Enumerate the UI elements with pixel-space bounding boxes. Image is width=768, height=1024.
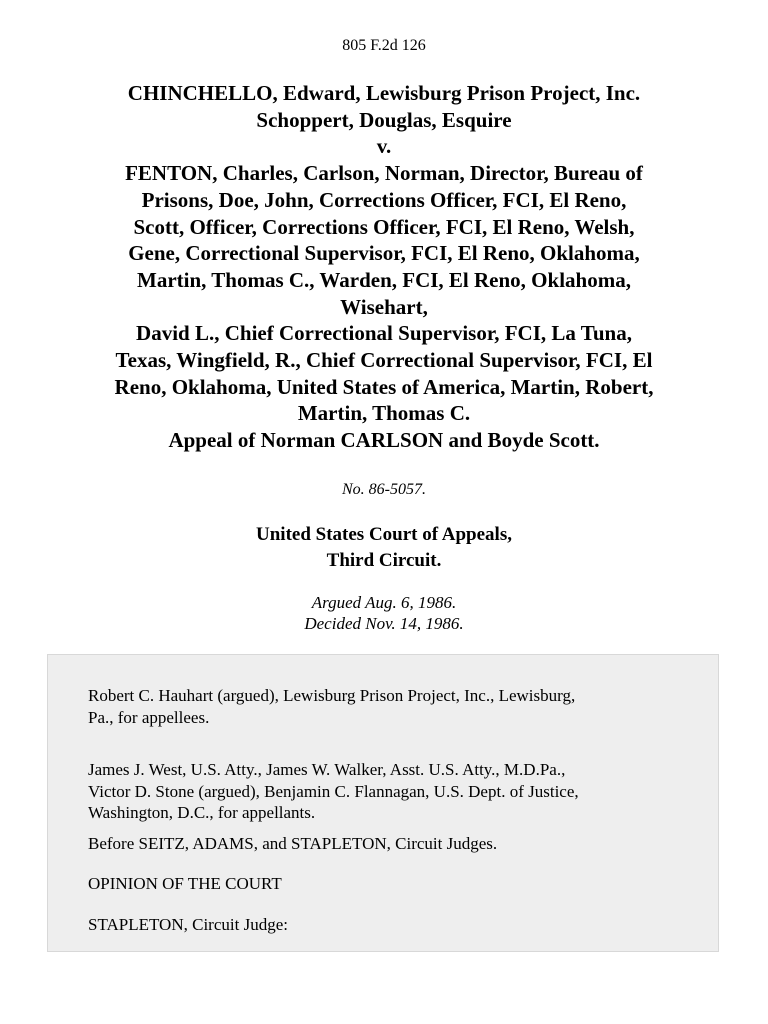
counsel-box [47, 654, 719, 952]
case-dates [0, 592, 768, 634]
caption-line: Prisons, Doe, John, Corrections Officer, FCI, El Reno, [141, 187, 627, 212]
court-name [0, 522, 768, 574]
panel-judges [88, 833, 688, 855]
opinion-heading [88, 873, 688, 895]
counsel-line: Victor D. Stone (argued), Benjamin C. Flannagan, U.S. Dept. of Justice, [88, 781, 579, 801]
caption-line: Texas, Wingfield, R., Chief Correctional Supervisor, FCI, El [115, 348, 653, 373]
caption-line: Wisehart, [340, 294, 428, 319]
caption-line: Schoppert, Douglas, Esquire [256, 107, 512, 132]
caption-line: Martin, Thomas C. [297, 401, 471, 426]
argued-date: Argued Aug. 6, 1986. [311, 593, 457, 612]
appellees-counsel [88, 685, 688, 728]
counsel-line: James J. West, U.S. Atty., James W. Walker, Asst. U.S. Atty., M.D.Pa., [88, 760, 566, 779]
panel-text: Before SEITZ, ADAMS, and STAPLETON, Circuit Judges. [88, 834, 498, 853]
counsel-line: Pa., for appellees. [88, 707, 210, 727]
caption-line: Scott, Officer, Corrections Officer, FCI, El Reno, Welsh, [133, 214, 635, 239]
appellants-counsel [88, 759, 688, 824]
caption-line: Gene, Correctional Supervisor, FCI, El Reno, Oklahoma, [128, 241, 640, 266]
counsel-line: Robert C. Hauhart (argued), Lewisburg Prison Project, Inc., Lewisburg, [88, 686, 576, 705]
opinion-author-text: STAPLETON, Circuit Judge: [88, 915, 288, 934]
court-name-line: United States Court of Appeals, [256, 524, 512, 545]
caption-line: Reno, Oklahoma, United States of America, Martin, Robert, [114, 374, 654, 399]
opinion-author [88, 914, 688, 936]
caption-line: David L., Chief Correctional Supervisor, FCI, La Tuna, [136, 321, 632, 346]
caption-line: FENTON, Charles, Carlson, Norman, Director, Bureau of [125, 161, 643, 186]
caption-appeal-line: Appeal of Norman CARLSON and Boyde Scott. [168, 428, 600, 453]
counsel-line: Washington, D.C., for appellants. [88, 803, 316, 822]
caption-line: Martin, Thomas C., Warden, FCI, El Reno, Oklahoma, [137, 267, 631, 292]
case-citation: 805 F.2d 126 [342, 37, 426, 54]
docket-number: No. 86-5057. [342, 481, 426, 498]
opinion-heading-text: OPINION OF THE COURT [88, 874, 282, 893]
caption-versus: v. [376, 134, 392, 159]
case-caption [50, 80, 718, 454]
decided-date: Decided Nov. 14, 1986. [304, 614, 464, 633]
court-circuit-line: Third Circuit. [326, 550, 442, 571]
caption-line: CHINCHELLO, Edward, Lewisburg Prison Project, Inc. [127, 81, 641, 105]
